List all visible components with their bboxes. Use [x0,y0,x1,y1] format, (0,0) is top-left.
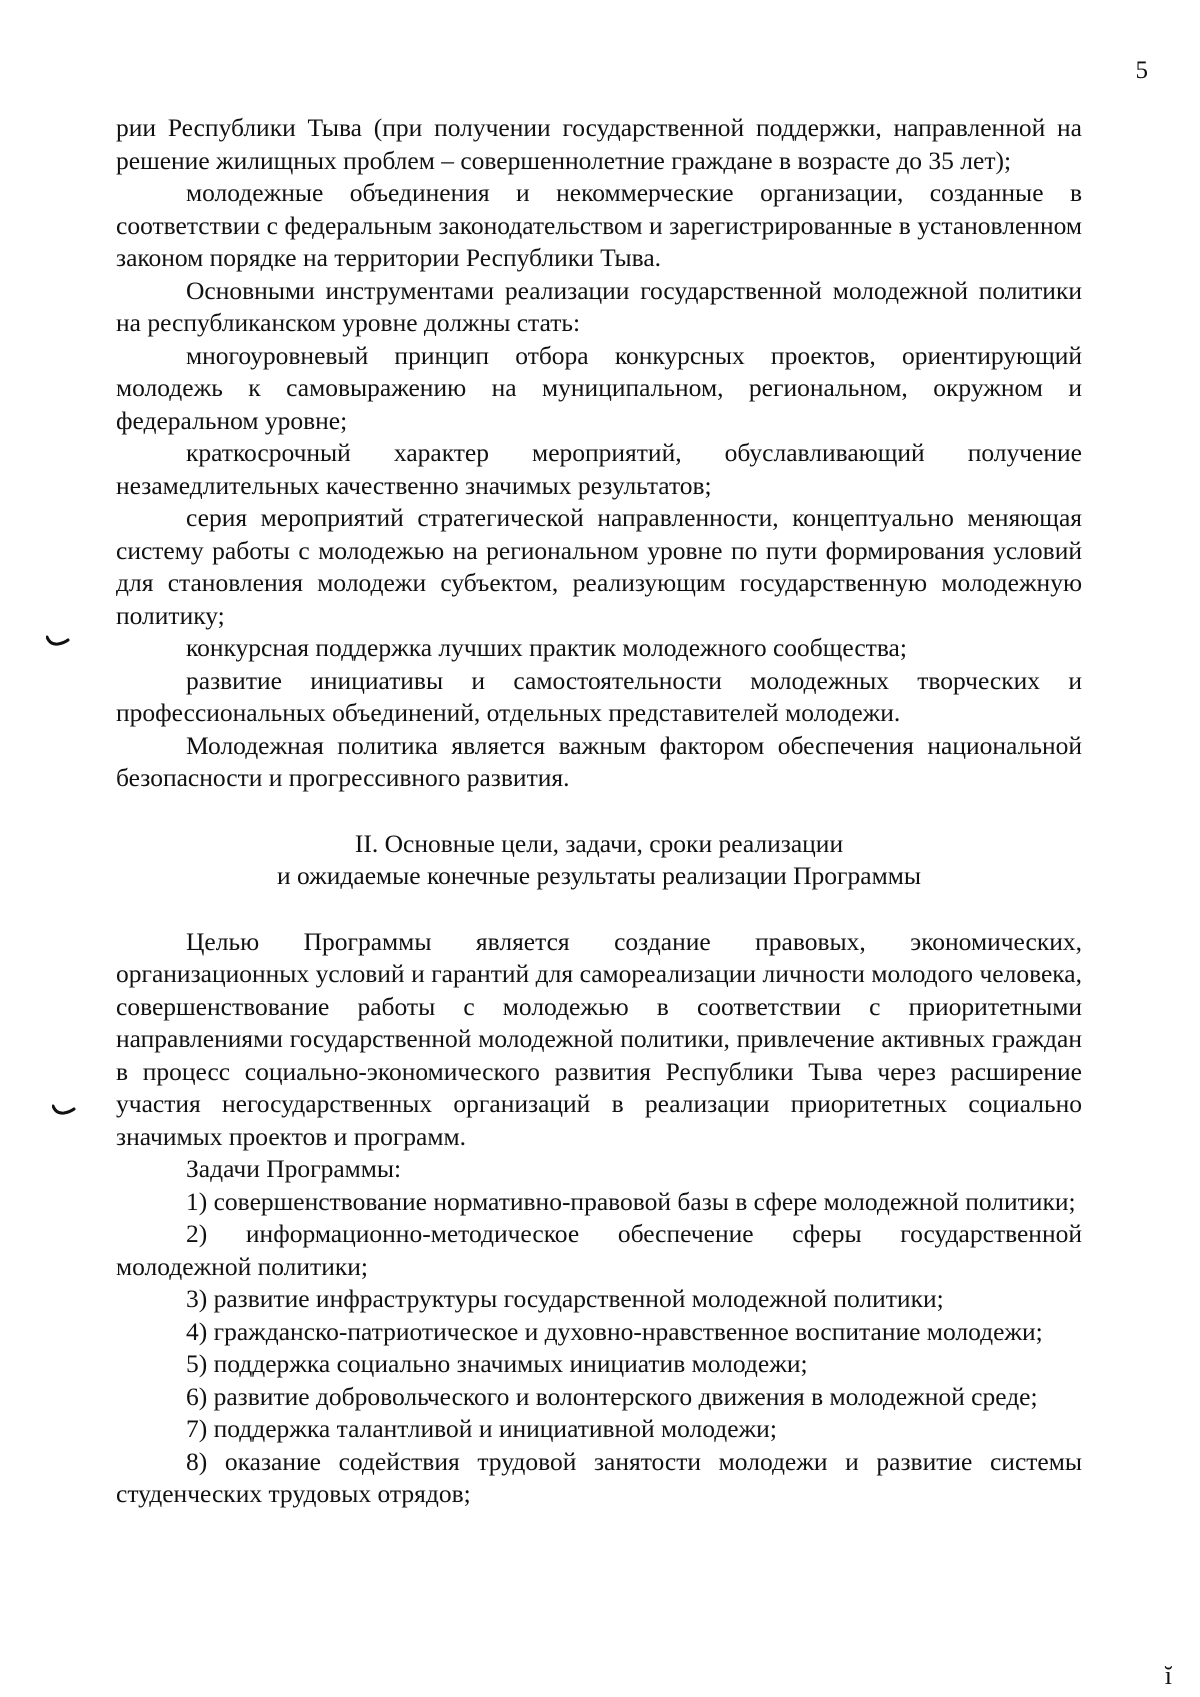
list-item: 4) гражданско-патриотическое и духовно-нравственное воспитание молодежи; [186,1316,1043,1346]
paragraph: краткосрочный характер мероприятий, обуславливающий получение незамедлительных качественно значимых результатов; [116,438,1082,500]
list-item: 2) информационно-методическое обеспечение сферы государственной молодежной политики; [116,1219,1082,1281]
list-item: 1) совершенствование нормативно-правовой базы в сфере молодежной политики; [186,1186,1076,1216]
paragraph: молодежные объединения и некоммерческие организации, созданные в соответствии с федеральным законодательством и зарегистрированные в установленном законом порядке на территории Республики Тыва. [116,178,1082,272]
list-item: 3) развитие инфраструктуры государственной молодежной политики; [186,1284,944,1313]
paragraph: Целью Программы является создание правовых, экономических, организационных условий и гарантий для самореализации личности молодого человека, совершенствование работы с молодежью в соответствии с приоритетными направлениями государственной молодежной политики, привлечение активных граждан в процесс социально-экономического развития Республики Тыва через расширение участия негосударственных организаций в реализации приоритетных социально значимых проектов и программ. [116,926,1082,1151]
paragraph: серия мероприятий стратегической направленности, концептуально меняющая систему работы с молодежью на региональном уровне по пути формирования условий для становления молодежи субъектом, реализующим государственную молодежную политику; [116,503,1082,630]
margin-tick-mark [46,635,70,647]
paragraph: Задачи Программы: [186,1154,402,1183]
margin-tick-mark [52,1104,76,1116]
paragraph: Молодежная политика является важным фактором обеспечения национальной безопасности и прогрессивного развития. [116,730,1082,792]
list-item: 5) поддержка социально значимых инициатив молодежи; [186,1349,808,1378]
paragraph: развитие инициативы и самостоятельности молодежных творческих и профессиональных объединений, отдельных представителей молодежи. [116,665,1082,727]
corner-mark: ĭ [1164,1661,1172,1690]
list-item: 6) развитие добровольческого и волонтерского движения в молодежной среде; [186,1381,1038,1411]
paragraph: Основными инструментами реализации государственной молодежной политики на республиканском уровне должны стать: [116,275,1082,337]
paragraph: многоуровневый принцип отбора конкурсных проектов, ориентирующий молодежь к самовыражению на муниципальном, региональном, окружном и федеральном уровне; [116,340,1082,435]
section-heading [116,828,1082,893]
list-item: 7) поддержка талантливой и инициативной молодежи; [186,1414,777,1443]
paragraph: рии Республики Тыва (при получении государственной поддержки, направленной на решение жилищных проблем – совершеннолетние граждане в возрасте до 35 лет); [116,113,1082,175]
document-body [116,112,1082,1511]
list-item: 8) оказание содействия трудовой занятости молодежи и развитие системы студенческих трудовых отрядов; [116,1446,1082,1508]
section-heading-line: и ожидаемые конечные результаты реализации Программы [277,861,921,890]
paragraph: конкурсная поддержка лучших практик молодежного сообщества; [186,633,907,662]
section-heading-line: II. Основные цели, задачи, сроки реализации [354,828,844,858]
page-number: 5 [1135,57,1148,84]
